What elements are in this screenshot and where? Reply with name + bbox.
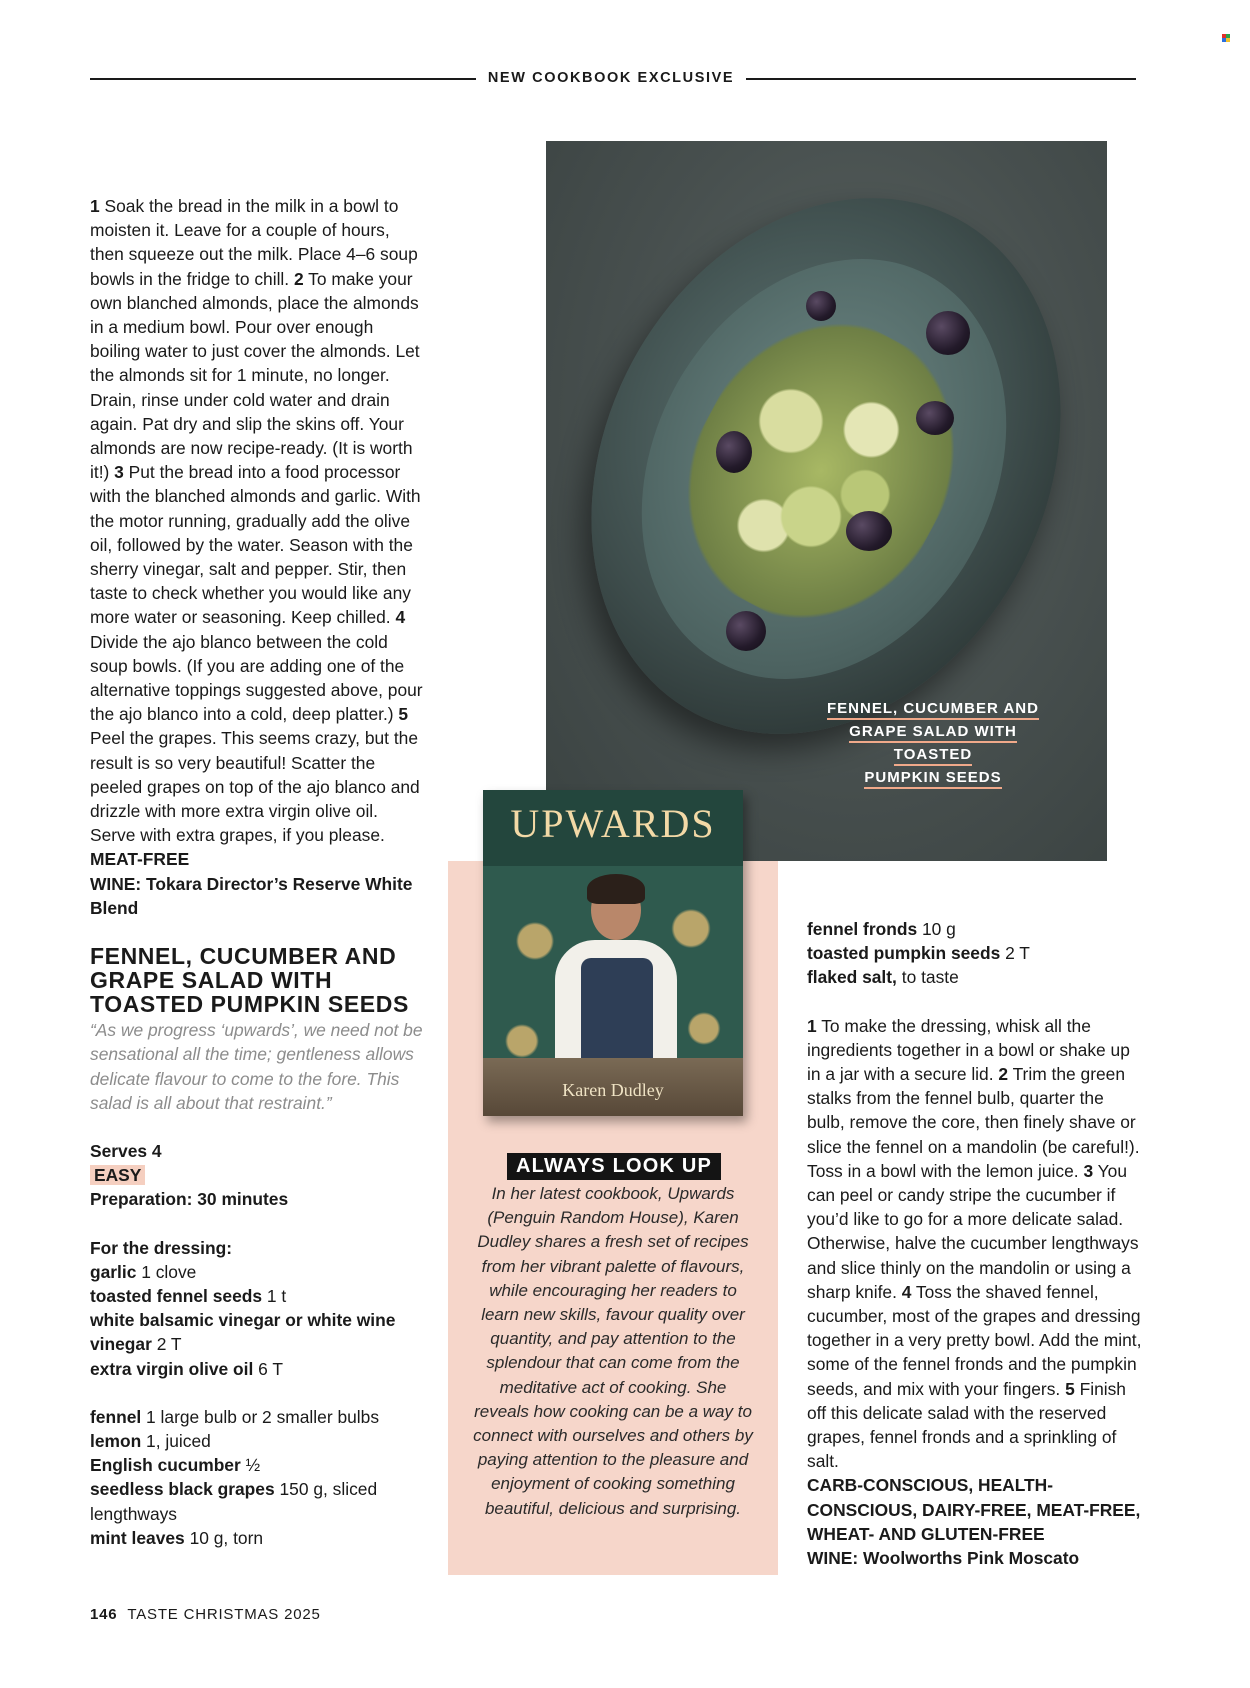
brand-mark-icon: [1222, 34, 1230, 42]
grape: [806, 291, 836, 321]
sidebar-heading: ALWAYS LOOK UP: [507, 1153, 721, 1180]
dressing-heading: For the dressing:: [90, 1237, 233, 1258]
method-salad: 1 To make the dressing, whisk all the ingredients together in a bowl or shake up in a jar with a secure lid. 2 Trim the green stalks from the fennel bulb, quarter the bulb, remove the core, then finely shave or slice the fennel on a mandolin (be careful!). Toss in a bowl with the lemon juice. 3 You can peel or candy stripe the cucumber if you’d like to go for a more delicate salad. Otherwise, halve the cucumber lengthways and slice thinly on the mandolin or using a sharp knife. 4 Toss the shaved fennel, cucumber, most of the grapes and dressing together in a very pretty bowl. Add the mint, some of the fennel fronds and the pumpkin seeds, and mix with your fingers. 5 Finish off this delicate salad with the reserved grapes, fennel fronds and a sprinkling of salt.: [807, 1015, 1142, 1472]
header-rule-right: [746, 78, 1136, 80]
ingredient: seedless black grapes 150 g, sliced lengthways: [90, 1479, 378, 1524]
grape: [926, 311, 970, 355]
wine-pairing: WINE: Tokara Director’s Reserve White Blend: [90, 873, 413, 918]
recipe-quote: “As we progress ‘upwards’, we need not be sensational all the time; gentleness allows delicate flavour to come to the fore. This salad is all about that restraint.”: [90, 1020, 423, 1113]
salad-photo: [546, 141, 1107, 861]
serves: Serves 4: [90, 1140, 162, 1161]
grape: [916, 401, 954, 435]
left-column: [90, 194, 426, 1550]
section-label: NEW COOKBOOK EXCLUSIVE: [487, 70, 735, 86]
grape: [726, 611, 766, 651]
ingredient: fennel fronds 10 g: [807, 919, 956, 939]
grape: [846, 511, 892, 551]
ingredient: English cucumber ½: [90, 1455, 261, 1476]
ingredient: garlic 1 clove: [90, 1261, 197, 1282]
ingredient: flaked salt, to taste: [807, 967, 959, 988]
diet-label: MEAT-FREE: [90, 849, 190, 870]
ingredient: extra virgin olive oil 6 T: [90, 1358, 283, 1379]
book-title: UPWARDS: [510, 801, 716, 846]
ingredient: toasted pumpkin seeds 2 T: [807, 943, 1030, 964]
ingredient: toasted fennel seeds 1 t: [90, 1285, 287, 1306]
book-cover: [483, 790, 743, 1116]
page-number: 146: [90, 1606, 118, 1623]
book-author: Karen Dudley: [562, 1080, 664, 1100]
page-footer: [90, 1606, 321, 1623]
sidebar-text: In her latest cookbook, Upwards (Penguin Random House), Karen Dudley shares a fresh set of recipes from her vibrant palette of flavours, while encouraging her readers to learn new skills, favour quality over quantity, and pay attention to the splendour that can come from the meditative act of cooking. She reveals how cooking can be a way to connect with ourselves and others by paying attention to the pleasure and enjoyment of cooking something beautiful, delicious and surprising.: [473, 1184, 753, 1518]
ingredient: fennel 1 large bulb or 2 smaller bulbs: [90, 1406, 380, 1427]
ingredient: white balsamic vinegar or white wine vinegar 2 T: [90, 1310, 396, 1355]
header-rule-left: [90, 78, 476, 80]
method-ajo-blanco: 1 Soak the bread in the milk in a bowl to moisten it. Leave for a couple of hours, then squeeze out the milk. Place 4–6 soup bowls in the fridge to chill. 2 To make your own blanched almonds, place the almonds in a medium bowl. Pour over enough boiling water to just cover the almonds. Let the almonds sit for 1 minute, no longer. Drain, rinse under cold water and drain again. Pat dry and slip the skins off. Your almonds are now recipe-ready. (It is worth it!) 3 Put the bread into a food processor with the blanched almonds and garlic. With the motor running, gradually add the olive oil, followed by the water. Season with the sherry vinegar, salt and pepper. Stir, then taste to check whether you would like any more water or seasoning. Keep chilled. 4 Divide the ajo blanco between the cold soup bowls. (If you are adding one of the alternative toppings suggested above, pour the ajo blanco into a cold, deep platter.) 5 Peel the grapes. This seems crazy, but the result is so very beautiful! Scatter the peeled grapes on top of the ajo blanco and drizzle with more extra virgin olive oil. Serve with extra grapes, if you please.: [90, 196, 423, 846]
diet-labels: CARB-CONSCIOUS, HEALTH-CONSCIOUS, DAIRY-FREE, MEAT-FREE, WHEAT- AND GLUTEN-FREE: [807, 1475, 1141, 1544]
wine-pairing: WINE: Woolworths Pink Moscato: [807, 1548, 1080, 1569]
ingredient: mint leaves 10 g, torn: [90, 1527, 264, 1548]
grape: [716, 431, 752, 473]
publication-name: TASTE CHRISTMAS 2025: [127, 1606, 321, 1623]
prep-time: Preparation: 30 minutes: [90, 1189, 289, 1210]
recipe-title: FENNEL, CUCUMBER AND GRAPE SALAD WITH TOASTED PUMPKIN SEEDS: [90, 943, 409, 1018]
right-column: [807, 917, 1143, 1570]
difficulty-badge: EASY: [90, 1165, 145, 1185]
ingredient: lemon 1, juiced: [90, 1430, 211, 1451]
photo-caption: FENNEL, CUCUMBER AND GRAPE SALAD WITH TOASTED PUMPKIN SEEDS: [808, 697, 1058, 789]
